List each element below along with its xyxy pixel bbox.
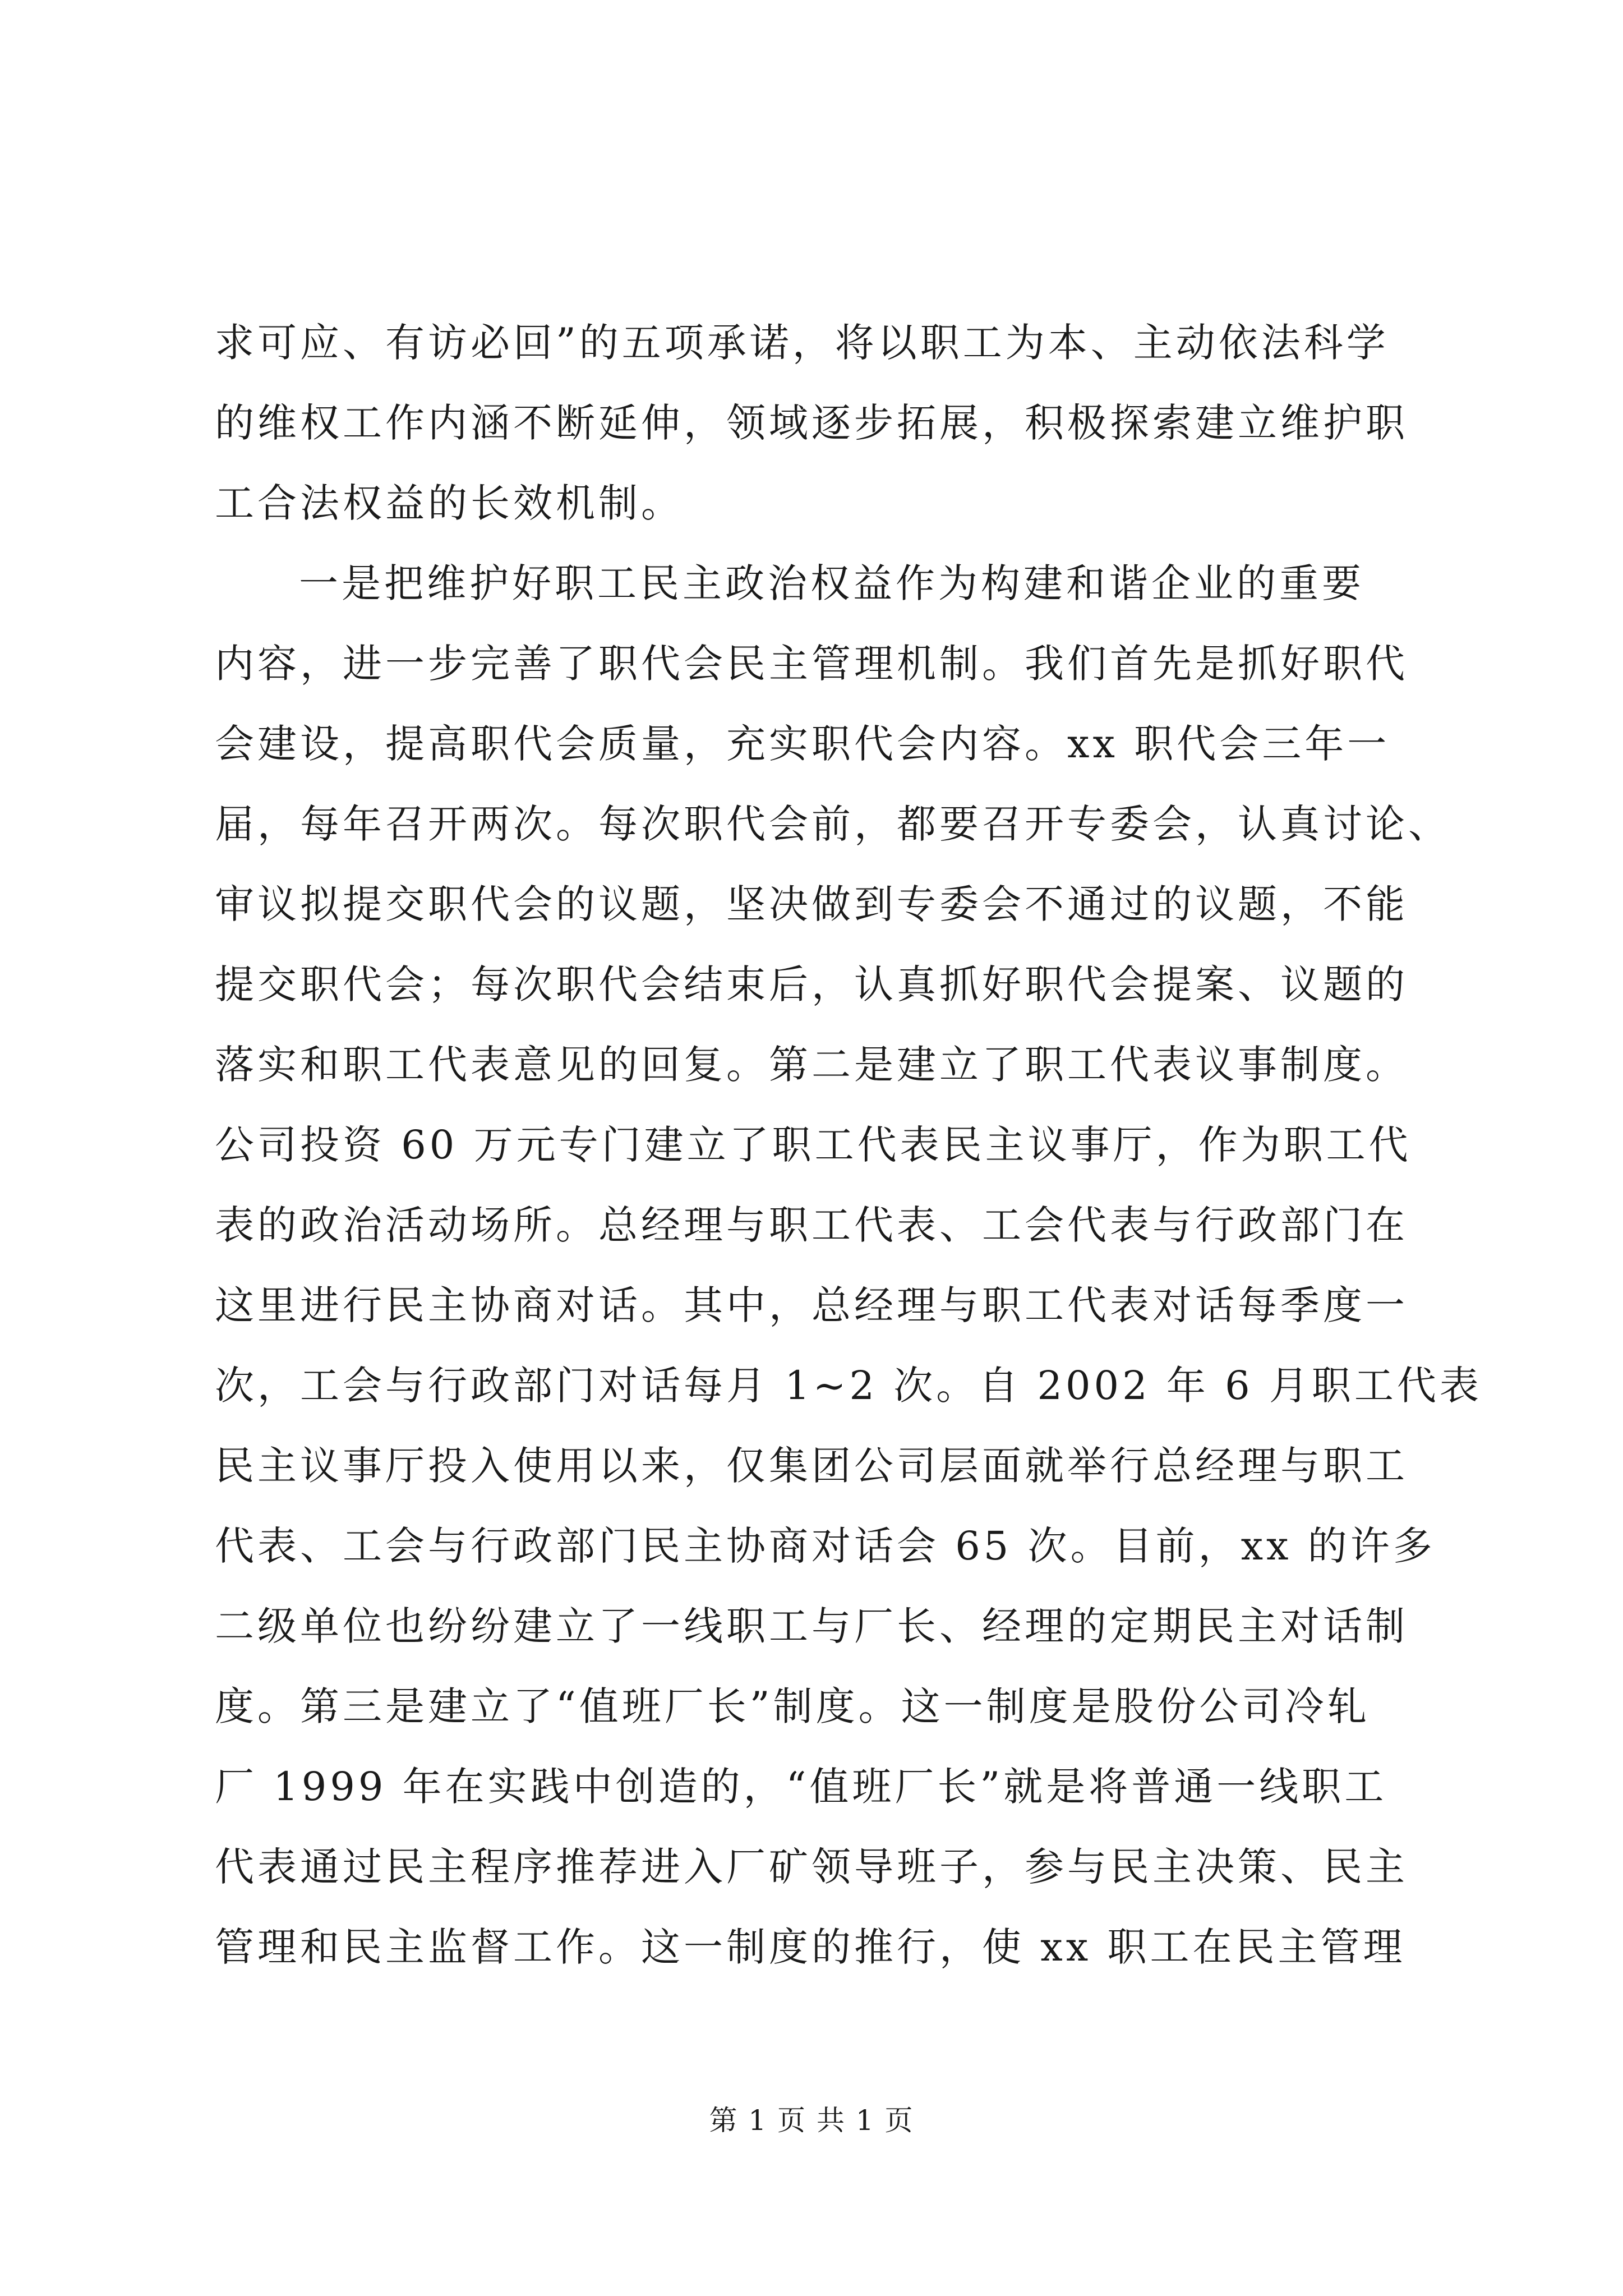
text-line: 内容，进一步完善了职代会民主管理机制。我们首先是抓好职代 (215, 641, 1408, 687)
page-footer: 第 1 页 共 1 页 (709, 2104, 914, 2137)
text-line: 度。第三是建立了“值班厂长”制度。这一制度是股份公司冷轧 (215, 1683, 1370, 1729)
text-line: 会建设，提高职代会质量，充实职代会内容。xx 职代会三年一 (215, 721, 1390, 767)
body-text (215, 303, 1482, 1987)
text-line: 表的政治活动场所。总经理与职工代表、工会代表与行政部门在 (215, 1202, 1408, 1248)
text-line: 管理和民主监督工作。这一制度的推行，使 xx 职工在民主管理 (215, 1924, 1406, 1970)
text-line: 审议拟提交职代会的议题，坚决做到专委会不通过的议题，不能 (215, 881, 1408, 927)
paragraph-start-line: 一是把维护好职工民主政治权益作为构建和谐企业的重要 (299, 560, 1364, 606)
text-line: 代表、工会与行政部门民主协商对话会 65 次。目前，xx 的许多 (215, 1523, 1436, 1569)
text-line: 提交职代会；每次职代会结束后，认真抓好职代会提案、议题的 (215, 961, 1408, 1007)
text-line: 工合法权益的长效机制。 (215, 480, 684, 526)
text-line: 公司投资 60 万元专门建立了职工代表民主议事厅，作为职工代 (215, 1122, 1412, 1168)
text-line: 求可应、有访必回”的五项承诺，将以职工为本、主动依法科学 (215, 320, 1389, 366)
text-line: 这里进行民主协商对话。其中，总经理与职工代表对话每季度一 (215, 1282, 1408, 1328)
text-line: 代表通过民主程序推荐进入厂矿领导班子，参与民主决策、民主 (215, 1844, 1408, 1890)
text-line: 落实和职工代表意见的回复。第二是建立了职工代表议事制度。 (215, 1042, 1408, 1088)
text-line: 厂 1999 年在实践中创造的，“值班厂长”就是将普通一线职工 (215, 1764, 1387, 1810)
text-line: 届，每年召开两次。每次职代会前，都要召开专委会，认真讨论、 (215, 801, 1451, 847)
text-line: 民主议事厅投入使用以来，仅集团公司层面就举行总经理与职工 (215, 1443, 1408, 1489)
text-line: 次，工会与行政部门对话每月 1~2 次。自 2002 年 6 月职工代表 (215, 1363, 1482, 1409)
text-line: 二级单位也纷纷建立了一线职工与厂长、经理的定期民主对话制 (215, 1603, 1408, 1649)
text-line: 的维权工作内涵不断延伸，领域逐步拓展，积极探索建立维护职 (215, 400, 1408, 446)
